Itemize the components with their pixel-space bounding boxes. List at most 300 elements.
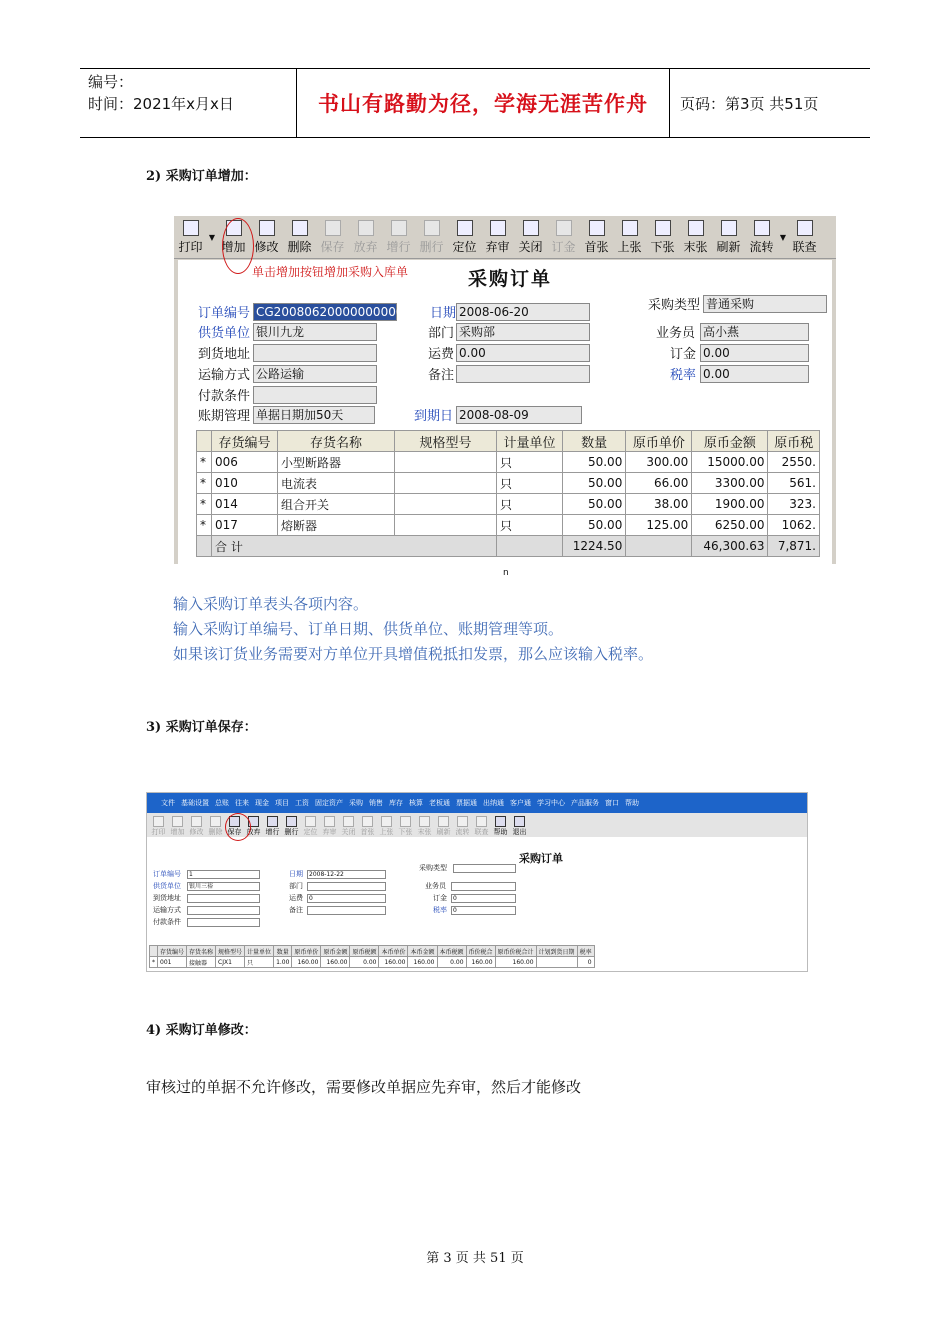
toolbar-button-label: 上张: [617, 240, 642, 254]
column-header: 数量: [563, 431, 626, 452]
toolbar-button-16[interactable]: [712, 216, 745, 258]
items-table: [196, 430, 820, 557]
cell-amount: 1900.00: [692, 494, 768, 515]
order-no-field[interactable]: CG2008062000000000004: [253, 303, 397, 321]
toolbar-button-0[interactable]: [174, 216, 207, 258]
cell-ltax: 0.00: [437, 957, 466, 968]
menu-item[interactable]: 老板通: [429, 799, 450, 807]
toolbar-button-label: 下张: [398, 828, 413, 836]
cell-qty: 50.00: [563, 473, 626, 494]
cell-price: 125.00: [626, 515, 692, 536]
cell-total: 160.00: [495, 957, 536, 968]
deposit-label: 订金: [670, 347, 697, 362]
cell-qty: 50.00: [563, 452, 626, 473]
cell-code: 001: [158, 957, 187, 968]
toolbar-button-label: 首张: [360, 828, 375, 836]
cell-spec: CJX1: [216, 957, 245, 968]
column-header: 原币单价: [626, 431, 692, 452]
row-marker-header: [197, 431, 212, 452]
freight-label: 运费: [289, 894, 303, 902]
menu-item[interactable]: 票据通: [456, 799, 477, 807]
toolbar-button-label: 删行: [419, 240, 444, 254]
cell-lamount: 160.00: [408, 957, 437, 968]
toolbar-button-8[interactable]: [301, 816, 320, 837]
toolbar-button-label: 打印: [178, 240, 203, 254]
dropdown-arrow-icon[interactable]: ▼: [208, 232, 216, 242]
date-label: 日期: [289, 870, 303, 878]
purchase-type-label: 采购类型: [419, 864, 447, 872]
cell-price: 38.00: [626, 494, 692, 515]
menu-item[interactable]: 核算: [409, 799, 423, 807]
cell-price: 160.00: [292, 957, 321, 968]
cell-name: 熔断器: [278, 515, 395, 536]
cell-unit: 只: [497, 452, 563, 473]
freight-label: 运费: [428, 347, 455, 362]
menu-item[interactable]: 帮助: [625, 799, 639, 807]
highlight-circle: [225, 813, 251, 841]
table-row[interactable]: [197, 515, 820, 536]
toolbar-button-label: 末张: [417, 828, 432, 836]
transport-field[interactable]: 公路运输: [253, 365, 377, 383]
cell-price: 300.00: [626, 452, 692, 473]
toolbar-button-label: 增加: [221, 240, 246, 254]
toolbar-icon: [292, 220, 308, 236]
column-header: 存货编号: [158, 946, 187, 957]
table-row[interactable]: [150, 957, 595, 968]
period-field[interactable]: 单据日期加50天: [253, 406, 375, 424]
transport-label: 运输方式: [153, 906, 181, 914]
freight-field[interactable]: 0.00: [456, 344, 590, 362]
toolbar-icon: [362, 816, 373, 827]
total-tax: 7,871.: [768, 536, 820, 557]
column-header: 原币金额: [692, 431, 768, 452]
toolbar-button-label: 退出: [512, 828, 527, 836]
header-motto: 书山有路勤为径，学海无涯苦作舟: [297, 69, 670, 137]
dept-field[interactable]: 采购部: [456, 323, 590, 341]
cell-tax: 561.: [768, 473, 820, 494]
toolbar-button-13[interactable]: [613, 216, 646, 258]
toolbar-button-14[interactable]: [646, 216, 679, 258]
toolbar-button-label: 关闭: [518, 240, 543, 254]
column-header: 规格型号: [395, 431, 497, 452]
column-header: 计量单位: [497, 431, 563, 452]
cell-tax: 323.: [768, 494, 820, 515]
payment-label: 付款条件: [153, 918, 181, 926]
toolbar-button-13[interactable]: [396, 816, 415, 837]
toolbar-button-label: 放弃: [246, 828, 261, 836]
items-table: [149, 945, 595, 968]
menu-item[interactable]: 产品服务: [571, 799, 599, 807]
toolbar-button-6[interactable]: [263, 816, 282, 837]
total-amount: 46,300.63: [692, 536, 768, 557]
toolbar-button-11[interactable]: [358, 816, 377, 837]
table-row[interactable]: [197, 473, 820, 494]
page-header: [80, 68, 870, 138]
toolbar-button-label: 联查: [792, 240, 817, 254]
toolbar-button-label: 订金: [551, 240, 576, 254]
date-field[interactable]: 2008-06-20: [456, 303, 590, 321]
period-label: 账期管理: [198, 409, 251, 424]
row-marker-header: [150, 946, 158, 957]
cell-mark: *: [197, 494, 212, 515]
cell-amount: 160.00: [321, 957, 350, 968]
cell-code: 006: [212, 452, 278, 473]
deposit-field[interactable]: 0.00: [700, 344, 809, 362]
total-price: [626, 536, 692, 557]
total-marker: [197, 536, 212, 557]
cell-qty: 50.00: [563, 494, 626, 515]
address-field[interactable]: [187, 894, 260, 903]
toolbar-button-label: 增行: [265, 828, 280, 836]
toolbar-icon: [438, 816, 449, 827]
instruction-line-3: 如果该订货业务需要对方单位开具增值税抵扣发票，那么应该输入税率。: [173, 645, 654, 663]
toolbar-icon: [191, 816, 202, 827]
menu-item[interactable]: 固定资产: [315, 799, 343, 807]
toolbar-button-label: 增行: [386, 240, 411, 254]
table-row[interactable]: [197, 494, 820, 515]
column-header: 数量: [274, 946, 292, 957]
column-header: 存货名称: [187, 946, 216, 957]
toolbar-button-6[interactable]: [382, 216, 415, 258]
toolbar-button-12[interactable]: [580, 216, 613, 258]
cell-amount: 6250.00: [692, 515, 768, 536]
section-3-heading: 3) 采购订单保存：: [146, 720, 257, 735]
column-header: 规格型号: [216, 946, 245, 957]
menu-item[interactable]: 库存: [389, 799, 403, 807]
toolbar-button-label: 删除: [208, 828, 223, 836]
toolbar-button-label: 弃审: [485, 240, 510, 254]
form-title: 采购订单: [519, 852, 563, 865]
menu-item[interactable]: 文件: [161, 799, 175, 807]
toolbar-button-12[interactable]: [377, 816, 396, 837]
toolbar-icon: [622, 220, 638, 236]
order-form: [178, 260, 832, 564]
deposit-field[interactable]: 0: [451, 894, 516, 903]
cell-code: 014: [212, 494, 278, 515]
cell-code: 010: [212, 473, 278, 494]
toolbar-button-2[interactable]: [187, 816, 206, 837]
toolbar-button-7[interactable]: [282, 816, 301, 837]
dept-label: 部门: [428, 326, 455, 341]
toolbar-button-7[interactable]: [415, 216, 448, 258]
caption-mark: n: [503, 568, 509, 578]
remark-label: 备注: [289, 906, 303, 914]
total-row: [197, 536, 820, 557]
toolbar-button-label: 流转: [455, 828, 470, 836]
menu-item[interactable]: 窗口: [605, 799, 619, 807]
section-4-heading: 4) 采购订单修改：: [146, 1023, 257, 1038]
purchase-type-field[interactable]: [453, 864, 516, 873]
tax-field[interactable]: 0.00: [700, 365, 809, 383]
cell-spec: [395, 473, 497, 494]
cell-tax_amt: 0.00: [350, 957, 379, 968]
cell-name: 接触器: [187, 957, 216, 968]
date-field[interactable]: 2008-12-22: [307, 870, 386, 879]
cell-mark: *: [197, 452, 212, 473]
cell-name: 组合开关: [278, 494, 395, 515]
table-header-row: [197, 431, 820, 452]
toolbar-button-label: 流转: [749, 240, 774, 254]
toolbar-icon: [183, 220, 199, 236]
toolbar-icon: [523, 220, 539, 236]
toolbar-button-4[interactable]: [316, 216, 349, 258]
toolbar-button-label: 定位: [303, 828, 318, 836]
toolbar-icon: [721, 220, 737, 236]
table-header-row: [150, 946, 595, 957]
toolbar-icon: [688, 220, 704, 236]
toolbar-button-label: 放弃: [353, 240, 378, 254]
header-meta: [80, 69, 297, 137]
order-no-field[interactable]: 1: [187, 870, 260, 879]
toolbar-button-14[interactable]: [415, 816, 434, 837]
remark-field[interactable]: [456, 365, 590, 383]
toolbar-button-8[interactable]: [448, 216, 481, 258]
menu-bar: [147, 793, 807, 813]
address-label: 到货地址: [198, 347, 251, 362]
cell-lprice: 160.00: [379, 957, 408, 968]
supplier-label: 供货单位: [153, 882, 181, 890]
tax-field[interactable]: 0: [451, 906, 516, 915]
toolbar-button-1[interactable]: [168, 816, 187, 837]
address-label: 到货地址: [153, 894, 181, 902]
order-no-label: 订单编号: [153, 870, 181, 878]
toolbar-button-label: 刷新: [716, 240, 741, 254]
toolbar-button-3[interactable]: [206, 816, 225, 837]
toolbar-button-label: 保存: [320, 240, 345, 254]
column-header: 本币税额: [437, 946, 466, 957]
number-label: 编号：: [88, 73, 134, 91]
cell-code: 017: [212, 515, 278, 536]
cell-name: 电流表: [278, 473, 395, 494]
due-label: 到期日: [414, 409, 454, 424]
toolbar-button-label: 打印: [151, 828, 166, 836]
address-field[interactable]: [253, 344, 377, 362]
time-label: 时间：2021年x月x日: [88, 95, 234, 113]
instruction-line-1: 输入采购订单表头各项内容。: [173, 595, 369, 613]
toolbar-button-label: 删除: [287, 240, 312, 254]
highlight-circle: [222, 218, 254, 274]
toolbar-button-label: 上张: [379, 828, 394, 836]
cell-rate: 0: [577, 957, 594, 968]
cell-price: 66.00: [626, 473, 692, 494]
column-header: 原币单价: [292, 946, 321, 957]
toolbar-button-19[interactable]: [510, 816, 529, 837]
supplier-field[interactable]: 银川三裕: [187, 882, 260, 891]
purchase-type-label: 采购类型: [648, 298, 701, 313]
toolbar-button-label: 帮助: [493, 828, 508, 836]
toolbar-icon: [153, 816, 164, 827]
toolbar-icon: [325, 220, 341, 236]
column-header: 原币价税合计: [495, 946, 536, 957]
toolbar-icon: [391, 220, 407, 236]
due-field[interactable]: 2008-08-09: [456, 406, 582, 424]
column-header: 原币税: [768, 431, 820, 452]
menu-item[interactable]: 现金: [255, 799, 269, 807]
instruction-line-2: 输入采购订单编号、订单日期、供货单位、账期管理等项。: [173, 620, 564, 638]
cell-unit: 只: [497, 515, 563, 536]
toolbar-button-label: 下张: [650, 240, 675, 254]
toolbar-button-3[interactable]: [283, 216, 316, 258]
toolbar-icon: [419, 816, 430, 827]
toolbar-icon: [343, 816, 354, 827]
toolbar-button-18[interactable]: [788, 216, 821, 258]
toolbar-button-9[interactable]: [481, 216, 514, 258]
cell-amount: 15000.00: [692, 452, 768, 473]
toolbar-icon: [655, 220, 671, 236]
toolbar-icon: [305, 816, 316, 827]
toolbar-icon: [556, 220, 572, 236]
salesman-field[interactable]: [451, 882, 516, 891]
menu-item[interactable]: 采购: [349, 799, 363, 807]
cell-ltotal: 160.00: [466, 957, 495, 968]
menu-item[interactable]: 销售: [369, 799, 383, 807]
payment-field[interactable]: [253, 386, 377, 404]
salesman-field[interactable]: 高小燕: [700, 323, 809, 341]
toolbar-button-0[interactable]: [149, 816, 168, 837]
column-header: 本币单价: [379, 946, 408, 957]
toolbar-icon: [267, 816, 278, 827]
salesman-label: 业务员: [425, 882, 446, 890]
toolbar-icon: [490, 220, 506, 236]
cell-tax: 1062.: [768, 515, 820, 536]
cell-name: 小型断路器: [278, 452, 395, 473]
toolbar-icon: [259, 220, 275, 236]
toolbar-button-15[interactable]: [679, 216, 712, 258]
column-header: 税率: [577, 946, 594, 957]
menu-item[interactable]: 出纳通: [483, 799, 504, 807]
dept-label: 部门: [289, 882, 303, 890]
toolbar-icon: [457, 220, 473, 236]
toolbar-button-17[interactable]: [745, 216, 778, 258]
toolbar-icon: [495, 816, 506, 827]
remark-field[interactable]: [307, 906, 386, 915]
total-qty: 1224.50: [563, 536, 626, 557]
toolbar-button-label: 联查: [474, 828, 489, 836]
column-header: 原币金额: [321, 946, 350, 957]
toolbar-icon: [797, 220, 813, 236]
total-unit: [497, 536, 563, 557]
toolbar-button-label: 首张: [584, 240, 609, 254]
header-page: 页码：第3页 共51页: [680, 94, 819, 113]
dept-field[interactable]: [307, 882, 386, 891]
toolbar-icon: [286, 816, 297, 827]
toolbar-icon: [457, 816, 468, 827]
order-add-screenshot: [174, 216, 836, 564]
toolbar-icon: [381, 816, 392, 827]
freight-field[interactable]: 0: [307, 894, 386, 903]
modify-note: 审核过的单据不允许修改，需要修改单据应先弃审，然后才能修改: [146, 1078, 582, 1096]
cell-spec: [395, 494, 497, 515]
cell-due: [536, 957, 577, 968]
toolbar-button-label: 关闭: [341, 828, 356, 836]
column-header: 本币金额: [408, 946, 437, 957]
menu-item[interactable]: 学习中心: [537, 799, 565, 807]
toolbar-button-18[interactable]: [491, 816, 510, 837]
menu-item[interactable]: 往来: [235, 799, 249, 807]
column-header: 币价税合: [466, 946, 495, 957]
purchase-type-field[interactable]: 普通采购: [703, 295, 827, 313]
annotation-text: 单击增加按钮增加采购入库单: [252, 265, 409, 279]
toolbar-icon: [172, 816, 183, 827]
deposit-label: 订金: [433, 894, 447, 902]
column-header: 计划到货日期: [536, 946, 577, 957]
transport-label: 运输方式: [198, 368, 251, 383]
cell-qty: 1.00: [274, 957, 292, 968]
toolbar-icon: [324, 816, 335, 827]
menu-item[interactable]: 总账: [215, 799, 229, 807]
toolbar-icon: [424, 220, 440, 236]
toolbar-button-9[interactable]: [320, 816, 339, 837]
toolbar-button-10[interactable]: [514, 216, 547, 258]
menu-item[interactable]: 客户通: [510, 799, 531, 807]
toolbar-button-label: 删行: [284, 828, 299, 836]
toolbar-icon: [514, 816, 525, 827]
toolbar-button-label: 定位: [452, 240, 477, 254]
toolbar-button-label: 增加: [170, 828, 185, 836]
toolbar-button-label: 刷新: [436, 828, 451, 836]
cell-spec: [395, 515, 497, 536]
supplier-field[interactable]: 银川九龙: [253, 323, 377, 341]
toolbar-icon: [210, 816, 221, 827]
toolbar-button-2[interactable]: [250, 216, 283, 258]
toolbar-icon: [754, 220, 770, 236]
toolbar-icon: [400, 816, 411, 827]
toolbar-button-17[interactable]: [472, 816, 491, 837]
cell-unit: 只: [245, 957, 274, 968]
cell-qty: 50.00: [563, 515, 626, 536]
toolbar-button-15[interactable]: [434, 816, 453, 837]
column-header: 原币税额: [350, 946, 379, 957]
supplier-label: 供货单位: [198, 326, 251, 341]
toolbar-button-11[interactable]: [547, 216, 580, 258]
column-header: 存货编号: [212, 431, 278, 452]
cell-unit: 只: [497, 494, 563, 515]
cell-mark: *: [197, 515, 212, 536]
toolbar-button-label: 修改: [189, 828, 204, 836]
cell-spec: [395, 452, 497, 473]
toolbar-button-5[interactable]: [349, 216, 382, 258]
date-label: 日期: [430, 306, 457, 321]
tax-label: 税率: [670, 368, 697, 383]
payment-label: 付款条件: [198, 389, 251, 404]
section-2-heading: 2) 采购订单增加：: [146, 169, 257, 184]
payment-field[interactable]: [187, 918, 260, 927]
form-title: 采购订单: [468, 268, 553, 290]
order-save-screenshot: [146, 792, 808, 972]
cell-unit: 只: [497, 473, 563, 494]
toolbar: [174, 216, 836, 259]
toolbar-icon: [358, 220, 374, 236]
menu-item[interactable]: 基础设置: [181, 799, 209, 807]
cell-mark: *: [197, 473, 212, 494]
page-footer: 第 3 页 共 51 页: [426, 1251, 524, 1266]
menu-item[interactable]: 项目: [275, 799, 289, 807]
dropdown-arrow-icon[interactable]: ▼: [779, 232, 787, 242]
cell-tax: 2550.: [768, 452, 820, 473]
transport-field[interactable]: [187, 906, 260, 915]
toolbar-icon: [476, 816, 487, 827]
table-row[interactable]: [197, 452, 820, 473]
column-header: 存货名称: [278, 431, 395, 452]
remark-label: 备注: [428, 368, 455, 383]
toolbar-button-10[interactable]: [339, 816, 358, 837]
cell-amount: 3300.00: [692, 473, 768, 494]
menu-item[interactable]: 工资: [295, 799, 309, 807]
total-label: 合 计: [212, 536, 497, 557]
toolbar-button-16[interactable]: [453, 816, 472, 837]
toolbar-button-label: 末张: [683, 240, 708, 254]
order-no-label: 订单编号: [198, 306, 251, 321]
